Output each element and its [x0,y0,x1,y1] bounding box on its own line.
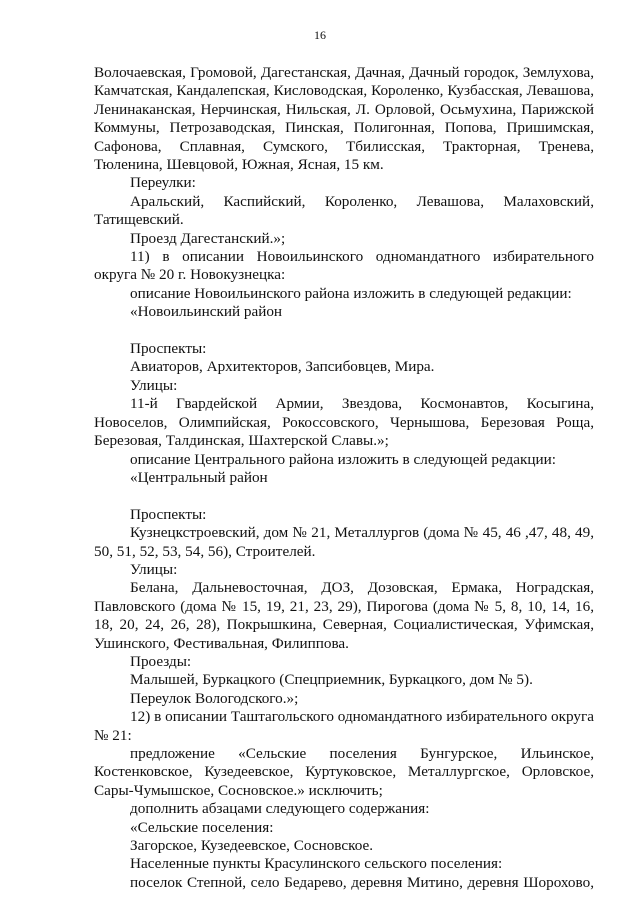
paragraph: Населенные пункты Красулинского сельского поселения: [130,855,503,873]
paragraph: Проезд Дагестанский.»; [130,229,286,247]
paragraph: 11-й Гвардейской Армии, Звездова, Космонавтов, Косыгина, Новоселов, Олимпийская, Рокоссовского, Чернышова, Березовая Роща, Березовая, Талдинская, Шахтерской Славы.»; [94,395,594,450]
paragraph: Кузнецкстроевский, дом № 21, Металлургов (дома № 45, 46 ,47, 48, 49, 50, 51, 52, 53, 54, 56), Строителей. [94,524,594,560]
paragraph: «Сельские поселения: [130,818,274,836]
paragraph: «Новоильинский район [130,303,283,321]
paragraph: Волочаевская, Громовой, Дагестанская, Дачная, Дачный городок, Землухова, Камчатская, Кандалепская, Кисловодская, Короленко, Кузбасская, Левашова, Ленинаканская, Нерчинская, Нильская, Л. Орловой, Осьмухина, Парижской Коммуны, Петрозаводская, Пинская, Полигонная, Попова, Пришимская, Сафонова, Сплавная, Сумского, Тбилисская, Тракторная, Тренева, Тюленина, Шевцовой, Южная, Ясная, 15 км. [94,64,594,174]
paragraph: поселок Степной, село Бедарево, деревня Митино, деревня Шорохово, [130,873,594,891]
paragraph: Проспекты: [130,340,207,358]
paragraph: Улицы: [130,376,178,394]
paragraph: Аральский, Каспийский, Короленко, Левашова, Малаховский, Татищевский. [94,192,594,229]
paragraph: Переулок Вологодского.»; [130,689,299,707]
paragraph: описание Центрального района изложить в следующей редакции: [130,450,556,468]
paragraph: Загорское, Кузедеевское, Сосновское. [130,837,374,855]
document-body [94,64,594,892]
paragraph: Проезды: [130,652,192,670]
blank-line [94,487,594,505]
paragraph: 11) в описании Новоильинского одномандатного избирательного округа № 20 г. Новокузнецка: [94,248,594,284]
paragraph: Переулки: [130,174,196,192]
page-number: 16 [314,28,326,42]
paragraph: «Центральный район [130,468,268,486]
paragraph: Улицы: [130,560,178,578]
paragraph: Белана, Дальневосточная, ДОЗ, Дозовская, Ермака, Ноградская, Павловского (дома № 15, 19, 21, 23, 29), Пирогова (дома № 5, 8, 10, 14, 16, 18, 20, 24, 26, 28), Покрышкина, Северная, Социалистическая, Уфимская, Ушинского, Фестивальная, Филиппова. [94,579,594,652]
paragraph: предложение «Сельские поселения Бунгурское, Ильинское, Костенковское, Кузедеевское, Куртуковское, Металлургское, Орловское, Сары-Чумышское, Сосновское.» исключить; [94,745,594,799]
blank-line [94,322,594,340]
paragraph: дополнить абзацами следующего содержания: [130,800,430,818]
paragraph: 12) в описании Таштагольского одномандатного избирательного округа № 21: [94,708,594,744]
paragraph: Авиаторов, Архитекторов, Запсибовцев, Мира. [130,358,435,376]
paragraph: Малышей, Буркацкого (Спецприемник, Буркацкого, дом № 5). [130,671,533,689]
paragraph: Проспекты: [130,505,207,523]
paragraph: описание Новоильинского района изложить в следующей редакции: [130,284,572,302]
